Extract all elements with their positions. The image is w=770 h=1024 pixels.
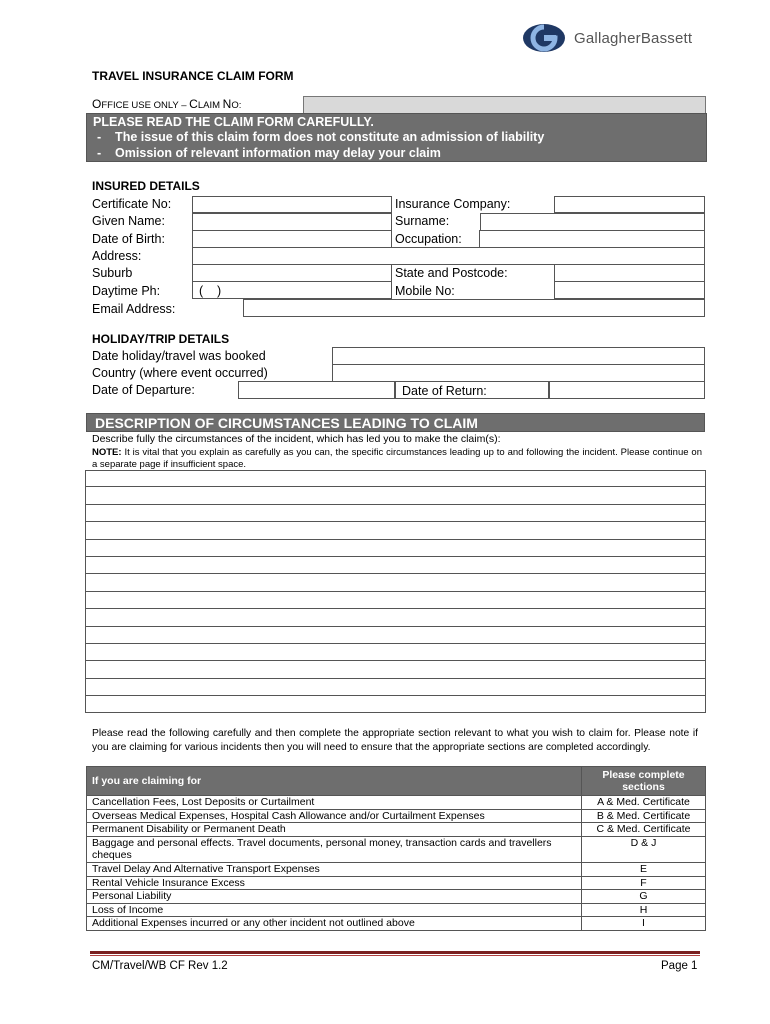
- suburb-field[interactable]: [192, 264, 392, 282]
- sections-header: Please complete sections: [582, 767, 706, 796]
- form-title: TRAVEL INSURANCE CLAIM FORM: [92, 69, 294, 83]
- description-line[interactable]: [85, 470, 706, 487]
- claim-section: H: [582, 903, 706, 917]
- instructions-paragraph: Please read the following carefully and then complete the appropriate section relevant to what you wish to claim for. Please note if you are claiming for various incidents then you will need to ensure that the appropriate sections are completed accordingly.: [92, 728, 698, 753]
- mobile-label: Mobile No:: [395, 284, 455, 298]
- given-name-label: Given Name:: [92, 214, 165, 228]
- claim-section: A & Med. Certificate: [582, 796, 706, 810]
- surname-label: Surname:: [395, 214, 450, 228]
- description-line[interactable]: [85, 505, 706, 522]
- table-row: [87, 796, 706, 810]
- country-label: Country (where event occurred): [92, 366, 268, 380]
- claim-sections-table: [86, 766, 706, 931]
- return-label: Date of Return:: [402, 384, 487, 398]
- description-lines[interactable]: [85, 470, 706, 713]
- table-row: [87, 823, 706, 837]
- booked-field[interactable]: [332, 347, 705, 365]
- email-field[interactable]: [243, 299, 705, 317]
- dob-label: Date of Birth:: [92, 232, 165, 246]
- description-line[interactable]: [85, 696, 706, 713]
- departure-field[interactable]: [238, 381, 395, 399]
- claim-item: Travel Delay And Alternative Transport Expenses: [87, 862, 582, 876]
- notice-banner: [86, 113, 707, 162]
- certificate-field[interactable]: [192, 196, 392, 213]
- description-line[interactable]: [85, 644, 706, 661]
- daytime-ph-label: Daytime Ph:: [92, 284, 161, 298]
- return-field[interactable]: [549, 381, 705, 399]
- table-header-row: [87, 767, 706, 796]
- return-label-box: [395, 381, 549, 399]
- claim-item: Rental Vehicle Insurance Excess: [87, 876, 582, 890]
- email-label: Email Address:: [92, 302, 176, 316]
- description-line[interactable]: [85, 574, 706, 591]
- description-line[interactable]: [85, 557, 706, 574]
- claim-item: Loss of Income: [87, 903, 582, 917]
- logo-text: GallagherBassett: [574, 29, 693, 47]
- company-logo: [522, 22, 694, 54]
- certificate-label: Certificate No:: [92, 197, 172, 211]
- claim-section: G: [582, 890, 706, 904]
- description-line[interactable]: [85, 661, 706, 678]
- claim-section: C & Med. Certificate: [582, 823, 706, 837]
- table-row: [87, 917, 706, 931]
- description-line[interactable]: [85, 522, 706, 539]
- claim-item: Permanent Disability or Permanent Death: [87, 823, 582, 837]
- claim-item: Baggage and personal effects. Travel documents, personal money, transaction cards and travellers cheques: [87, 836, 582, 862]
- given-name-field[interactable]: [192, 213, 392, 231]
- claim-section: F: [582, 876, 706, 890]
- claim-section: I: [582, 917, 706, 931]
- mobile-field[interactable]: [554, 281, 705, 299]
- footer-reference: CM/Travel/WB CF Rev 1.2: [92, 960, 228, 972]
- footer-rule-thin: [90, 955, 700, 956]
- page-number: Page 1: [661, 960, 698, 972]
- occupation-field[interactable]: [479, 230, 705, 248]
- notice-line-2: - Omission of relevant information may delay your claim: [97, 146, 441, 160]
- claim-section: B & Med. Certificate: [582, 809, 706, 823]
- trip-heading: HOLIDAY/TRIP DETAILS: [92, 332, 230, 346]
- table-row: [87, 862, 706, 876]
- claim-item: Additional Expenses incurred or any other incident not outlined above: [87, 917, 582, 931]
- description-intro: Describe fully the circumstances of the incident, which has led you to make the claim(s):: [92, 433, 501, 445]
- description-line[interactable]: [85, 627, 706, 644]
- surname-field[interactable]: [480, 213, 705, 231]
- dob-field[interactable]: [192, 230, 392, 248]
- table-row: [87, 809, 706, 823]
- insured-heading: INSURED DETAILS: [92, 179, 200, 193]
- claim-section: D & J: [582, 836, 706, 862]
- claim-item: Personal Liability: [87, 890, 582, 904]
- insurance-company-field[interactable]: [554, 196, 705, 213]
- claim-no-field[interactable]: [303, 96, 706, 114]
- departure-label: Date of Departure:: [92, 383, 195, 397]
- occupation-label: Occupation:: [395, 232, 462, 246]
- address-field[interactable]: [192, 247, 705, 265]
- address-label: Address:: [92, 249, 142, 263]
- description-note: NOTE: It is vital that you explain as carefully as you can, the specific circumstances leading up to and following the incident. Please continue on a separate page if insufficient space.: [92, 447, 702, 470]
- claim-item: Overseas Medical Expenses, Hospital Cash Allowance and/or Curtailment Expenses: [87, 809, 582, 823]
- area-code-placeholder: ( ): [199, 284, 222, 298]
- description-line[interactable]: [85, 592, 706, 609]
- suburb-label: Suburb: [92, 266, 133, 280]
- description-heading-bar: [86, 413, 705, 432]
- claiming-for-header: If you are claiming for: [87, 767, 582, 796]
- insurance-company-label: Insurance Company:: [395, 197, 511, 211]
- description-line[interactable]: [85, 540, 706, 557]
- gallagher-globe-logo-icon: [522, 23, 568, 53]
- notice-line-1: - The issue of this claim form does not constitute an admission of liability: [97, 130, 545, 144]
- country-field[interactable]: [332, 364, 705, 382]
- description-line[interactable]: [85, 487, 706, 504]
- daytime-ph-field[interactable]: [192, 281, 392, 299]
- booked-label: Date holiday/travel was booked: [92, 349, 266, 363]
- description-heading: DESCRIPTION OF CIRCUMSTANCES LEADING TO CLAIM: [95, 415, 478, 431]
- claim-section: E: [582, 862, 706, 876]
- state-postcode-label: State and Postcode:: [395, 266, 508, 280]
- description-line[interactable]: [85, 679, 706, 696]
- claim-item: Cancellation Fees, Lost Deposits or Curtailment: [87, 796, 582, 810]
- description-line[interactable]: [85, 609, 706, 626]
- table-row: [87, 903, 706, 917]
- notice-heading: PLEASE READ THE CLAIM FORM CAREFULLY.: [93, 115, 374, 129]
- footer-rule: [90, 951, 700, 954]
- state-postcode-field[interactable]: [554, 264, 705, 282]
- table-row: [87, 890, 706, 904]
- table-row: [87, 876, 706, 890]
- table-row: [87, 836, 706, 862]
- office-use-label: OFFICE USE ONLY – CLAIM NO:: [92, 97, 242, 111]
